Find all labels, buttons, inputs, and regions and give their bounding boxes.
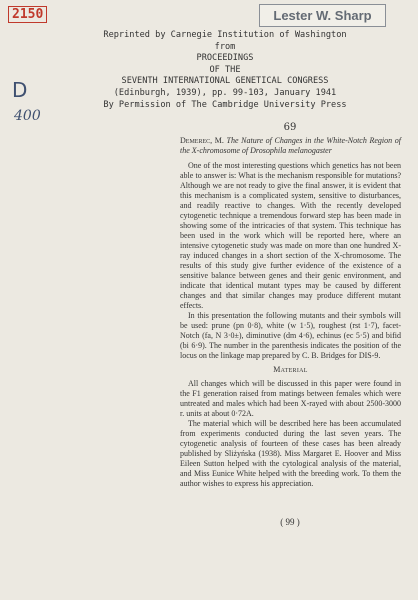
article-paragraph: In this presentation the following mutants and their symbols will be used: prune (pn 0·8), white (w 1·5), roughest (rst 1·7), facet-Notch (fa, N 3·0±), diminutive (dm 4·6), echinus (ec 5·5) and bifid (bi 6·9). The number in the parenthesis indicates the position of the locus on the linkage map prepared by C. B. Bridges for DIS-9. (180, 311, 401, 360)
catalog-stamp-number: 2150 (8, 6, 47, 23)
article-body (180, 136, 401, 489)
header-line: from (214, 41, 236, 52)
article-title: The Nature of Changes in the White-Notch Region of the X-chromosome of Drosophila melanogaster (180, 136, 401, 155)
header-line: OF THE (209, 64, 241, 75)
handwritten-letter: D (12, 78, 28, 102)
article-paragraph: All changes which will be discussed in this paper were found in the F1 generation raised from matings between females which were untreated and males which had been X-rayed with about 2500-3000 r. units at about 0·72A. (180, 379, 401, 418)
article-number: 69 (283, 122, 297, 133)
header-line: PROCEEDINGS (196, 53, 254, 64)
header-line: SEVENTH INTERNATIONAL GENETICAL CONGRESS (121, 76, 329, 87)
article-paragraph: The material which will be described here has been accumulated from experiments conducted during the last seven years. The cytogenetic analysis of fourteen of these cases has been already published by Sliżyńska (1938). Miss Margaret E. Hoover and Miss Eileen Sutton helped with the cytological analysis of the material, and Miss Eunice White helped with the breeding work. To them the author wishes to express his appreciation. (180, 419, 401, 488)
reprint-header (60, 30, 390, 111)
owner-name-stamp: Lester W. Sharp (259, 4, 386, 27)
article-paragraph: One of the most interesting questions which genetics has not been able to answer is: What is the mechanism responsible for mutations? Although we are not ready to give the final answer, it is evident that this mechanism is a complicated system, sensitive to disturbances, and readily reactive to changes. With the recently developed cytogenetic technique a tremendous forward step has been made in showing some of the intricacies of that system. This technique has been used in the work which will be reported here, where an intensive cytogenetic study was made on more than one hundred X-ray induced changes in a short section of the X-chromosome. The results of this study give further evidence of the existence of a sensitive balance between genes and their genic environment, and indicate that identical mutant types may be caused by different changes and that similar changes may produce different mutant effects. (180, 161, 401, 310)
handwritten-number: 400 (14, 108, 41, 124)
header-line: (Edinburgh, 1939), pp. 99-103, January 1941 (113, 87, 337, 98)
header-line: Reprinted by Carnegie Institution of Washington (103, 30, 347, 40)
section-heading: Material (273, 365, 308, 374)
article-author: Demerec, M. (180, 136, 224, 145)
article-title-block (180, 136, 401, 156)
header-line: By Permission of The Cambridge University Press (103, 99, 347, 110)
page-number: ( 99 ) (280, 517, 300, 527)
